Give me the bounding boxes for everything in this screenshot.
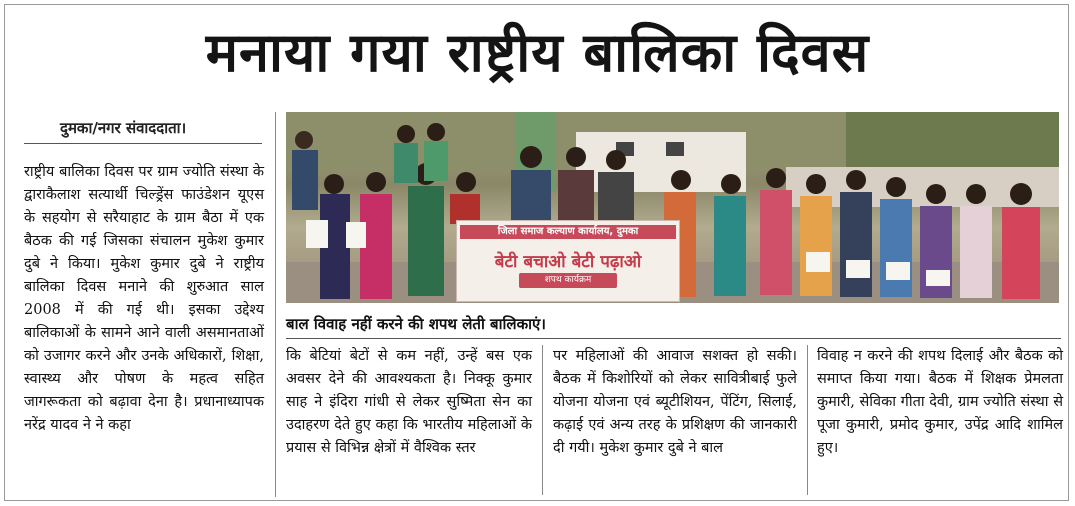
caption-rule [286,338,1061,339]
column-divider [275,112,276,497]
banner-subtitle: शपथ कार्यक्रम [519,273,617,288]
text-column-1: राष्ट्रीय बालिका दिवस पर ग्राम ज्योति संस्था के द्वाराकैलाश सत्यार्थी चिल्ड्रेंस फाउंडेशन यूएस के सहयोग से सरैयाहाट के ग्राम बैठा में एक बैठक की गई जिसका संचालन मुकेश कुमार दुबे ने किया। मुकेश कुमार दुबे ने राष्ट्रीय बालिका दिवस मनाने की शुरुआत साल 2008 में की गई थी। इसका उद्देश्य बालिकाओं के सामने आने वाली असमानताओं को उजागर करने और उनके अधिकारों, शिक्षा, स्वास्थ्य और पोषण के महत्व सहित जागरूकता को बढ़ावा देना है। प्रधानाध्यापक नरेंद्र यादव ने ने कहा [24,164,264,433]
banner-office-name: जिला समाज कल्याण कार्यालय, दुमका [460,225,676,239]
photo-caption: बाल विवाह नहीं करने की शपथ लेती बालिकाएं। [286,315,546,333]
banner-slogan: बेटी बचाओ बेटी पढ़ाओ [494,252,642,272]
byline-rule [24,143,262,144]
column-divider [542,345,543,495]
text-column-2: कि बेटियां बेटों से कम नहीं, उन्हें बस एक अवसर देने की आवश्यकता है। निक्कू कुमार साह ने इंदिरा गांधी से लेकर सुष्मिता सेन का उदाहरण देते हुए कहा कि भारतीय महिलाओं के प्रयास से विभिन्न क्षेत्रों में वैश्विक स्तर [286,348,532,456]
byline: दुमका/नगर संवाददाता। [60,119,187,137]
news-photo [286,112,1059,303]
column-divider [807,345,808,495]
article-headline: मनाया गया राष्ट्रीय बालिका दिवस [205,21,870,84]
text-column-3: पर महिलाओं की आवाज सशक्त हो सकी। बैठक में किशोरियों को लेकर सावित्रीबाई फुले योजना योजना एवं ब्यूटीशियन, पेंटिंग, सिलाई, कढ़ाई एवं अन्य तरह के प्रशिक्षण की जानकारी दी गयी। मुकेश कुमार दुबे ने बाल [553,348,797,456]
text-column-4: विवाह न करने की शपथ दिलाई और बैठक को समाप्त किया गया। बैठक में शिक्षक प्रेमलता कुमारी, सेविका गीता देवी, ग्राम ज्योति संस्था से पूजा कुमारी, प्रमोद कुमार, उपेंद्र आदि शामिल हुए। [817,348,1063,456]
photo-banner [456,220,680,302]
